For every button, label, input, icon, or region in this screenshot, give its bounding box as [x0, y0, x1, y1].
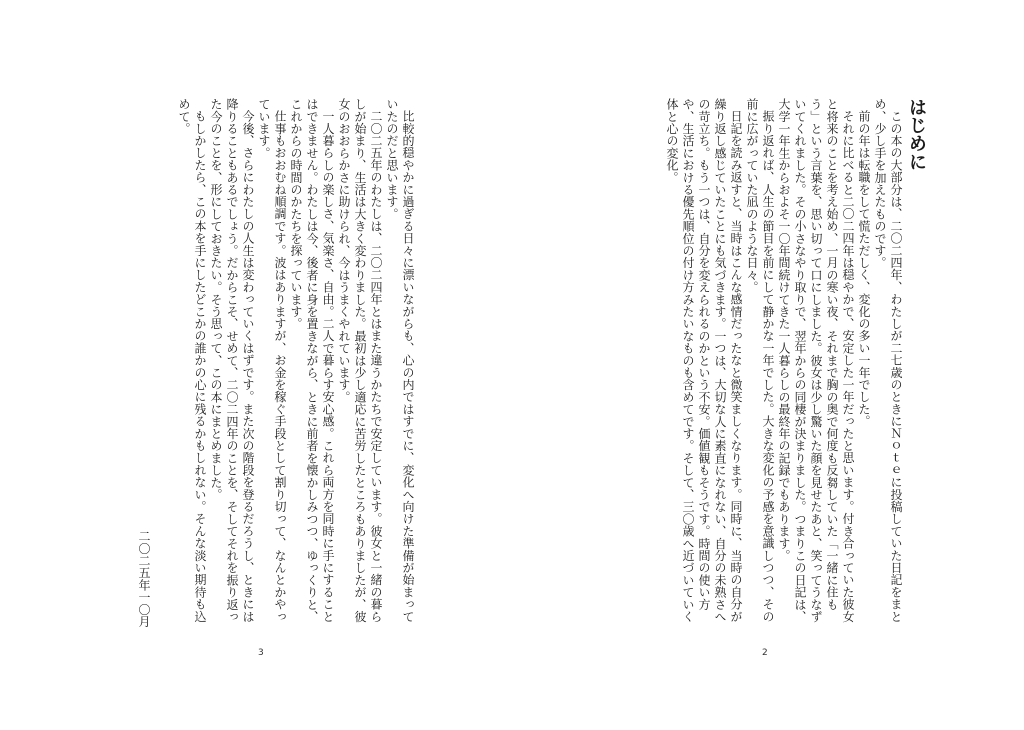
paragraph: それに比べると二〇二四年は穏やかで、安定した一年だったと思います。付き合っていた彼女と将来のことを考え始め、一月の寒い夜、それまで胸の奥で何度も反芻していた「一緒に住もう」という言葉を、思い切って口にしました。彼女は少し驚いた顔を見せたあと、笑ってうなずいてくれました。その小さなやり取りで、翌年からの同棲が決まりました。つまりこの日記は、大学一年生からおよそ一〇年間続けてきた一人暮らしの最終年の記録でもあります。 [777, 98, 855, 623]
paragraph: 日記を読み返すと、当時はこんな感情だったなと微笑ましくなります。同時に、当時の自分が繰り返し感じていたことにも気づきます。一つは、大切な人に素直になれない、自分の未熟さへの苛立ち。もう一つは、自分を変えられるのかという不安。価値観もそうです。時間の使い方や、生活における優先順位の付け方みたいなものも含めてです。そして、三〇歳へ近づいていく体と心の変化。 [665, 98, 743, 623]
paragraph: この本の大部分は、二〇二四年、わたしが二七歳のときにＮｏｔｅに投稿していた日記をまとめ、少し手を加えたものです。 [873, 98, 903, 623]
signature-date: 二〇二五年一〇月 [137, 530, 151, 628]
paragraph: もしかしたら、この本を手にしたどこかの誰かの心に残るかもしれない。そんな淡い期待も込めて。 [177, 98, 207, 623]
paragraph: 前の年は転職をして慌ただしく、変化の多い一年でした。 [857, 110, 871, 428]
paragraph: 今後、さらにわたしの人生は変わっていくはずです。また次の階段を登るだろうし、ときには降りることもあるでしょう。だからこそ、せめて、二〇二四年のことを、そしてそれを振り返った今のことを、形にしておきたい。そう思って、この本にまとめました。 [209, 98, 255, 623]
paragraph: 一人暮らしの楽しさ、気楽さ、自由。二人で暮らす安心感。これら両方を同時に手にすることはできません。わたしは今、後者に身を置きながら、ときに前者を懐かしみつつ、ゆっくりと、これからの時間のかたちを探っています。 [289, 98, 335, 623]
page-number: 2 [762, 648, 768, 658]
right-page-body [618, 98, 928, 628]
paragraph: 振り返れば、人生の節目を前にして静かな一年でした。大きな変化の予感を意識しつつ、その前に広がっていた凪のような日々。 [745, 98, 775, 623]
paragraph: 比較的穏やかに過ぎる日々に漂いながらも、心の内ではすでに、変化へ向けた準備が始まっていたのだと思います。 [385, 98, 415, 623]
paragraph: 二〇二五年のわたしは、二〇二四年とはまた違うかたちで安定しています。彼女と一緒の暮らしが始まり、生活は大きく変わりました。最初は少し適応に苦労したところもありましたが、彼女のおおらかさに助けられ、今はうまくやれています。 [337, 98, 383, 623]
left-page-body [86, 98, 416, 628]
page-number: 3 [258, 648, 264, 658]
paragraph: 仕事もおおむね順調です。波はありますが、お金を稼ぐ手段として割り切って、なんとかやっています。 [257, 98, 287, 623]
right-page [512, 0, 1024, 730]
chapter-title: はじめに [906, 98, 927, 171]
